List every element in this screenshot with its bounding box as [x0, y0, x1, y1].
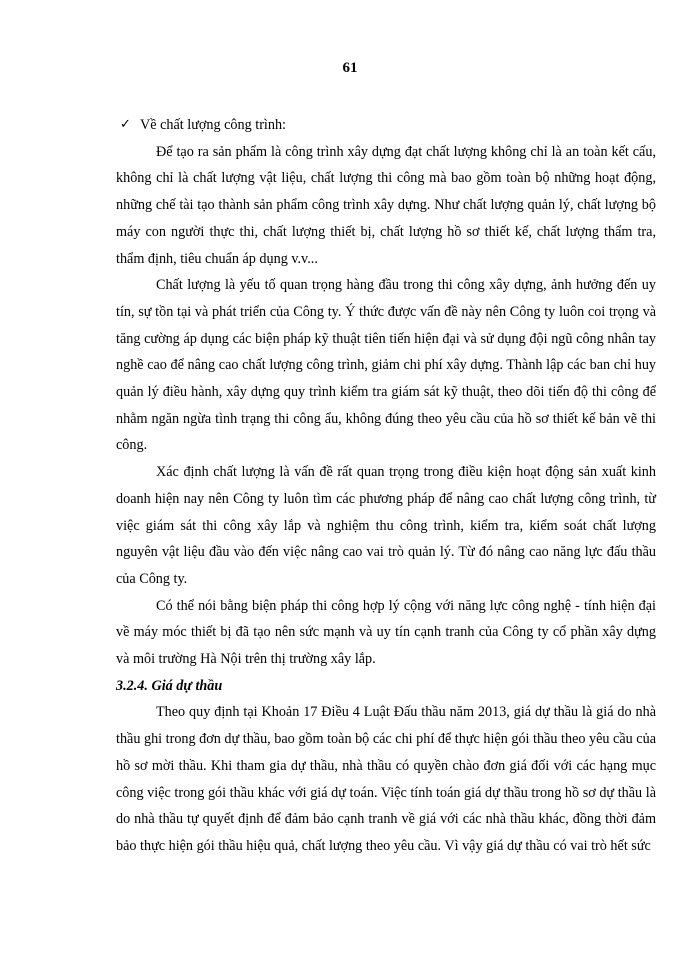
body-text — [116, 112, 656, 860]
paragraph: Xác định chất lượng là vấn đề rất quan trọng trong điều kiện hoạt động sản xuất kinh doanh hiện nay nên Công ty luôn tìm các phương pháp để nâng cao chất lượng công trình, từ việc giám sát thi công xây lắp và nghiệm thu công trình, kiểm tra, kiểm soát chất lượng nguyên vật liệu đầu vào đến việc nâng cao vai trò quản lý. Từ đó nâng cao năng lực đấu thầu của Công ty. — [116, 464, 656, 587]
paragraph: Theo quy định tại Khoản 17 Điều 4 Luật Đấu thầu năm 2013, giá dự thầu là giá do nhà thầu ghi trong đơn dự thầu, bao gồm toàn bộ các chi phí để thực hiện gói thầu theo yêu cầu của hồ sơ mời thầu. Khi tham gia dự thầu, nhà thầu có quyền chào đơn giá đối với các hạng mục công việc trong gói thầu khác với giá dự toán. Việc tính toán giá dự thầu trong hồ sơ dự thầu là do nhà thầu tự quyết định để đảm bảo cạnh tranh về giá với các nhà thầu khác, đồng thời đảm bảo thực hiện gói thầu hiệu quả, chất lượng theo yêu cầu. Vì vậy giá dự thầu có vai trò hết sức — [116, 704, 656, 854]
section-heading: 3.2.4. Giá dự thầu — [116, 677, 223, 694]
paragraph: Có thể nói bằng biện pháp thi công hợp lý cộng với năng lực công nghệ - tính hiện đại về máy móc thiết bị đã tạo nên sức mạnh và uy tín cạnh tranh của Công ty cổ phần xây dựng và môi trường Hà Nội trên thị trường xây lắp. — [116, 597, 656, 668]
paragraph: Để tạo ra sản phẩm là công trình xây dựng đạt chất lượng không chỉ là an toàn kết cấu, không chỉ là chất lượng vật liệu, chất lượng thi công mà bao gồm toàn bộ những hoạt động, những chế tài tạo thành sản phẩm công trình xây dựng. Như chất lượng quản lý, chất lượng bộ máy con người thực thi, chất lượng thiết bị, chất lượng hồ sơ thiết kế, chất lượng thẩm tra, thẩm định, tiêu chuẩn áp dụng v.v... — [116, 143, 656, 267]
check-item — [116, 112, 656, 139]
paragraph: Chất lượng là yếu tố quan trọng hàng đầu trong thi công xây dựng, ảnh hưởng đến uy tín, sự tồn tại và phát triển của Công ty. Ý thức được vấn đề này nên Công ty luôn coi trọng và tăng cường áp dụng các biện pháp kỹ thuật tiên tiến hiện đại và sử dụng đội ngũ công nhân tay nghề cao để nâng cao chất lượng công trình, giảm chi phí xây dựng. Thành lập các ban chỉ huy quản lý điều hành, xây dựng quy trình kiểm tra giám sát kỹ thuật, theo dõi tiến độ thi công để nhằm ngăn ngừa tình trạng thi công ẩu, không đúng theo yêu cầu của hồ sơ thiết kế bản vẽ thi công. — [116, 277, 656, 454]
page-number: 61 — [342, 60, 358, 76]
checkmark-icon: ✓ — [120, 117, 131, 132]
check-item-label: Về chất lượng công trình: — [140, 117, 286, 133]
